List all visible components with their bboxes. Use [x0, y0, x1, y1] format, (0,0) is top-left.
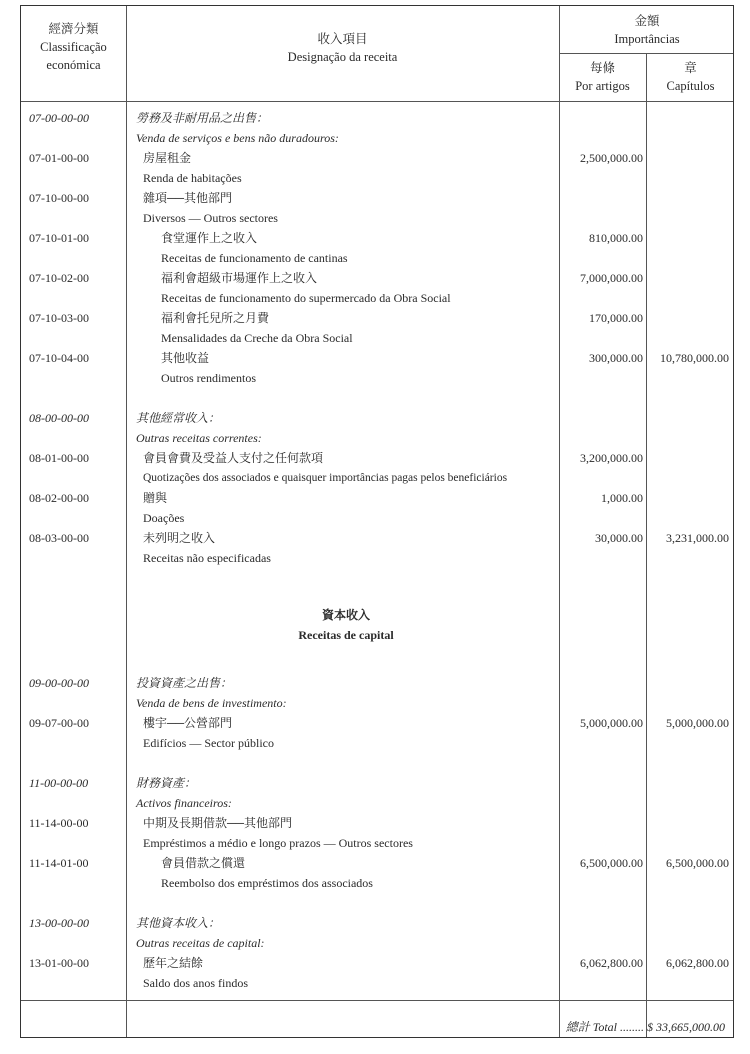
group-title-pt: Outras receitas correntes: [136, 431, 262, 445]
item-pt: Receitas de funcionamento de cantinas [161, 251, 348, 265]
group-title-zh: 財務資產： [136, 776, 197, 790]
item-pt: Edifícios — Sector público [143, 736, 274, 750]
group-title-pt: Outras receitas de capital: [136, 936, 265, 950]
per-item-amount: 2,500,000.00 [580, 151, 643, 165]
per-item-amount: 6,062,800.00 [580, 956, 643, 970]
item-pt: Reembolso dos empréstimos dos associados [161, 876, 373, 890]
group-title-zh: 勞務及非耐用品之出售： [136, 111, 269, 125]
code-cell: 07-10-03-00 [29, 311, 89, 325]
item-pt: Receitas não especificadas [143, 551, 271, 565]
total-label-zh: 總計 [565, 1020, 590, 1034]
grand-total [566, 1018, 725, 1035]
capital-heading-zh: 資本收入 [321, 608, 370, 622]
code-cell: 08-02-00-00 [29, 491, 89, 505]
code-cell: 08-03-00-00 [29, 531, 89, 545]
item-pt: Receitas de funcionamento do supermercado da Obra Social [161, 291, 451, 305]
header-divider [21, 101, 733, 102]
group-title-zh: 其他資本收入： [136, 916, 221, 930]
chapter-amount: 3,231,000.00 [666, 531, 729, 545]
amount-header: 金額 Importâncias [614, 14, 680, 46]
item-zh: 樓宇──公營部門 [143, 716, 233, 730]
item-zh: 贈與 [143, 491, 168, 505]
per-item-amount: 170,000.00 [589, 311, 643, 325]
chapter-amount: 6,062,800.00 [666, 956, 729, 970]
code-cell: 07-10-04-00 [29, 351, 89, 365]
per-item-amount: 300,000.00 [589, 351, 643, 365]
total-dots: ........ [620, 1020, 644, 1034]
total-label-pt: Total [592, 1020, 617, 1034]
code-cell: 07-10-00-00 [29, 191, 89, 205]
group-title-zh: 其他經常收入： [136, 411, 221, 425]
code-cell: 07-10-02-00 [29, 271, 89, 285]
item-zh: 會員會費及受益人支付之任何款項 [143, 451, 324, 465]
chapter-amount: 5,000,000.00 [666, 716, 729, 730]
code-cell: 11-14-01-00 [29, 856, 89, 870]
item-zh: 未列明之收入 [143, 531, 216, 545]
item-pt: Doações [143, 511, 185, 525]
code-cell: 08-01-00-00 [29, 451, 89, 465]
per-item-amount: 30,000.00 [595, 531, 643, 545]
item-zh: 中期及長期借款──其他部門 [143, 816, 293, 830]
item-zh: 雜項──其他部門 [143, 191, 233, 205]
description-header: 收入項目 Designação da receita [287, 32, 398, 64]
item-zh: 房屋租金 [143, 151, 192, 165]
code-cell: 07-00-00-00 [29, 111, 89, 125]
code-cell: 07-01-00-00 [29, 151, 89, 165]
capital-heading-pt: Receitas de capital [298, 628, 394, 642]
code-cell: 11-00-00-00 [29, 776, 89, 790]
item-zh: 食堂運作上之收入 [161, 231, 258, 245]
group-title-zh: 投資資產之出售： [136, 676, 233, 690]
per-item-amount: 5,000,000.00 [580, 716, 643, 730]
code-cell: 09-00-00-00 [29, 676, 89, 690]
group-title-pt: Venda de serviços e bens não duradouros: [136, 131, 339, 145]
per-item-amount: 7,000,000.00 [580, 271, 643, 285]
code-cell: 13-00-00-00 [29, 916, 89, 930]
per-item-amount: 6,500,000.00 [580, 856, 643, 870]
item-zh: 福利會超級市場運作上之收入 [161, 271, 318, 285]
budget-table [20, 5, 734, 1038]
chapter-amount: 6,500,000.00 [666, 856, 729, 870]
item-pt: Diversos — Outros sectores [143, 211, 278, 225]
item-zh: 其他收益 [161, 351, 210, 365]
group-title-pt: Activos financeiros: [136, 796, 232, 810]
per-item-amount: 1,000.00 [601, 491, 643, 505]
item-pt: Renda de habitações [143, 171, 242, 185]
code-cell: 08-00-00-00 [29, 411, 89, 425]
item-zh: 福利會托兒所之月費 [161, 311, 270, 325]
code-cell: 09-07-00-00 [29, 716, 89, 730]
per-item-amount: 810,000.00 [589, 231, 643, 245]
chapter-header: 章 Capítulos [666, 61, 715, 93]
total-divider [21, 1000, 733, 1001]
code-cell: 11-14-00-00 [29, 816, 89, 830]
per-item-amount: 3,200,000.00 [580, 451, 643, 465]
classification-header: 經濟分類 Classificação económica [40, 22, 107, 72]
column-divider [126, 6, 127, 1037]
code-cell: 13-01-00-00 [29, 956, 89, 970]
total-value: $ 33,665,000.00 [647, 1020, 725, 1034]
amount-subheader-divider [559, 53, 733, 54]
per-item-header: 每條 Por artigos [575, 61, 630, 93]
item-pt: Quotizações dos associados e quaisquer importâncias pagas pelos beneficiários [143, 472, 508, 484]
group-title-pt: Venda de bens de investimento: [136, 696, 287, 710]
item-zh: 歷年之結餘 [143, 956, 204, 970]
column-divider [646, 53, 647, 1037]
item-pt: Outros rendimentos [161, 371, 256, 385]
code-cell: 07-10-01-00 [29, 231, 89, 245]
item-pt: Empréstimos a médio e longo prazos — Outros sectores [143, 836, 413, 850]
chapter-amount: 10,780,000.00 [660, 351, 729, 365]
item-pt: Saldo dos anos findos [143, 976, 248, 990]
item-pt: Mensalidades da Creche da Obra Social [161, 331, 353, 345]
item-zh: 會員借款之償還 [161, 856, 246, 870]
